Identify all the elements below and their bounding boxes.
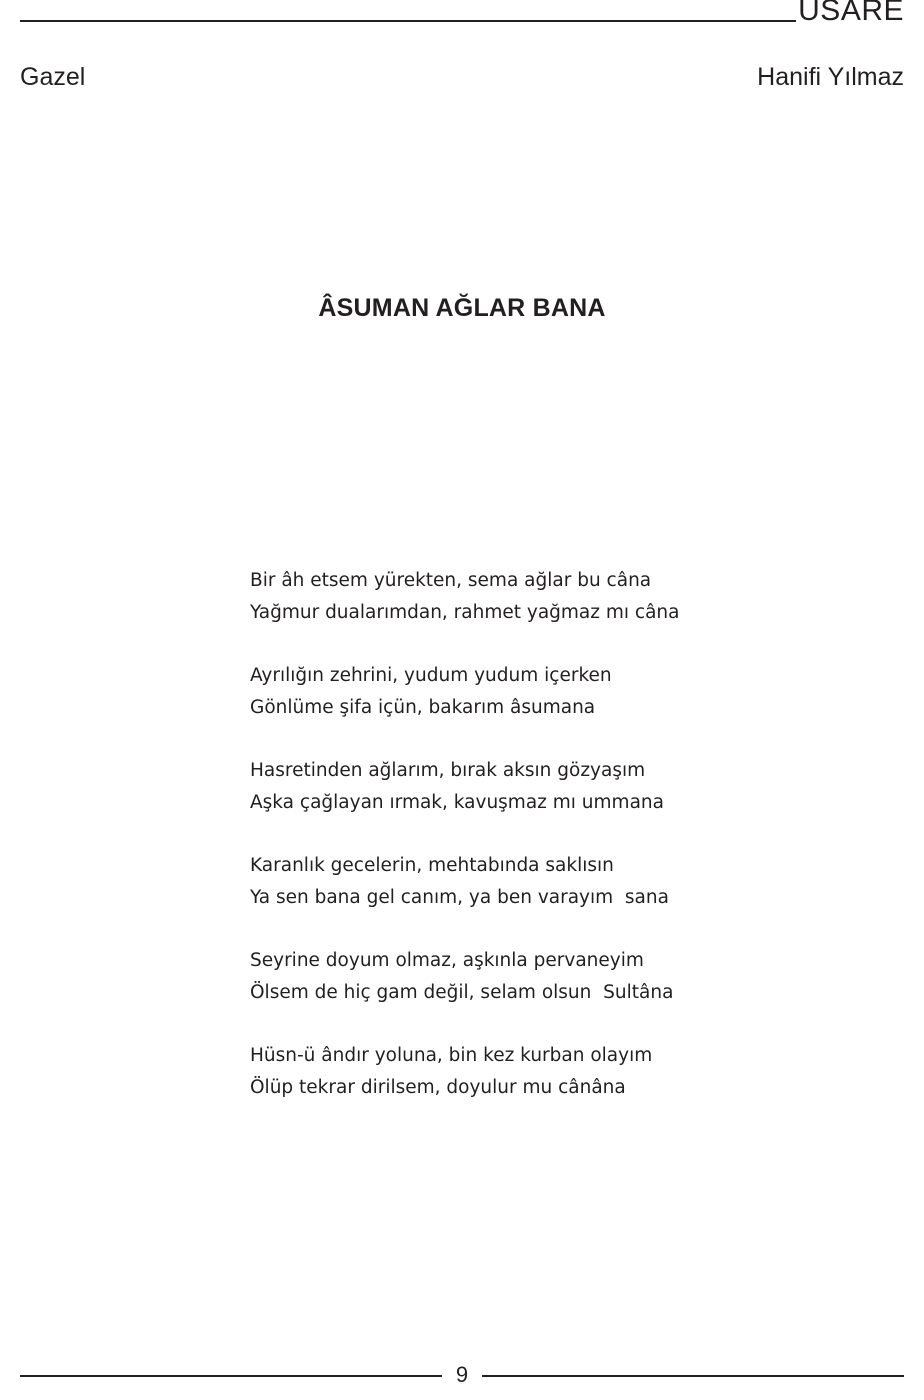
poem-line: Karanlık gecelerin, mehtabında saklısın <box>250 855 614 876</box>
poem-line: Hüsn-ü ândır yoluna, bin kez kurban olayım <box>250 1045 653 1066</box>
magazine-name: USARE <box>798 0 904 27</box>
header-rule <box>20 20 796 22</box>
poem-line: Gönlüme şifa içün, bakarım âsumana <box>250 696 596 718</box>
stanza <box>250 755 870 818</box>
stanza <box>250 660 870 723</box>
page-number: 9 <box>455 1362 469 1387</box>
stanza <box>250 850 870 913</box>
poem-line: Aşka çağlayan ırmak, kavuşmaz mı ummana <box>250 791 664 813</box>
stanza <box>250 945 870 1008</box>
stanza <box>250 1040 870 1103</box>
poem-line: Ayrılığın zehrini, yudum yudum içerken <box>250 665 612 686</box>
poem-line: Ölsem de hiç gam değil, selam olsun Sultâna <box>250 981 674 1003</box>
author-name: Hanifi Yılmaz <box>757 63 904 91</box>
section-label: Gazel <box>20 63 86 91</box>
stanza <box>250 565 870 628</box>
poem-line: Hasretinden ağlarım, bırak aksın gözyaşım <box>250 760 646 781</box>
poem-line: Ya sen bana gel canım, ya ben varayım sana <box>250 886 669 908</box>
poem-line: Seyrine doyum olmaz, aşkınla pervaneyim <box>250 950 644 971</box>
poem-title: ÂSUMAN AĞLAR BANA <box>318 294 606 322</box>
footer-rule-right <box>482 1375 904 1377</box>
poem-body <box>250 565 870 1135</box>
poem-line: Yağmur dualarımdan, rahmet yağmaz mı câna <box>250 601 680 623</box>
poem-line: Ölüp tekrar dirilsem, doyulur mu cânâna <box>250 1076 626 1098</box>
poem-line: Bir âh etsem yürekten, sema ağlar bu câna <box>250 570 652 591</box>
footer-rule-left <box>20 1375 442 1377</box>
